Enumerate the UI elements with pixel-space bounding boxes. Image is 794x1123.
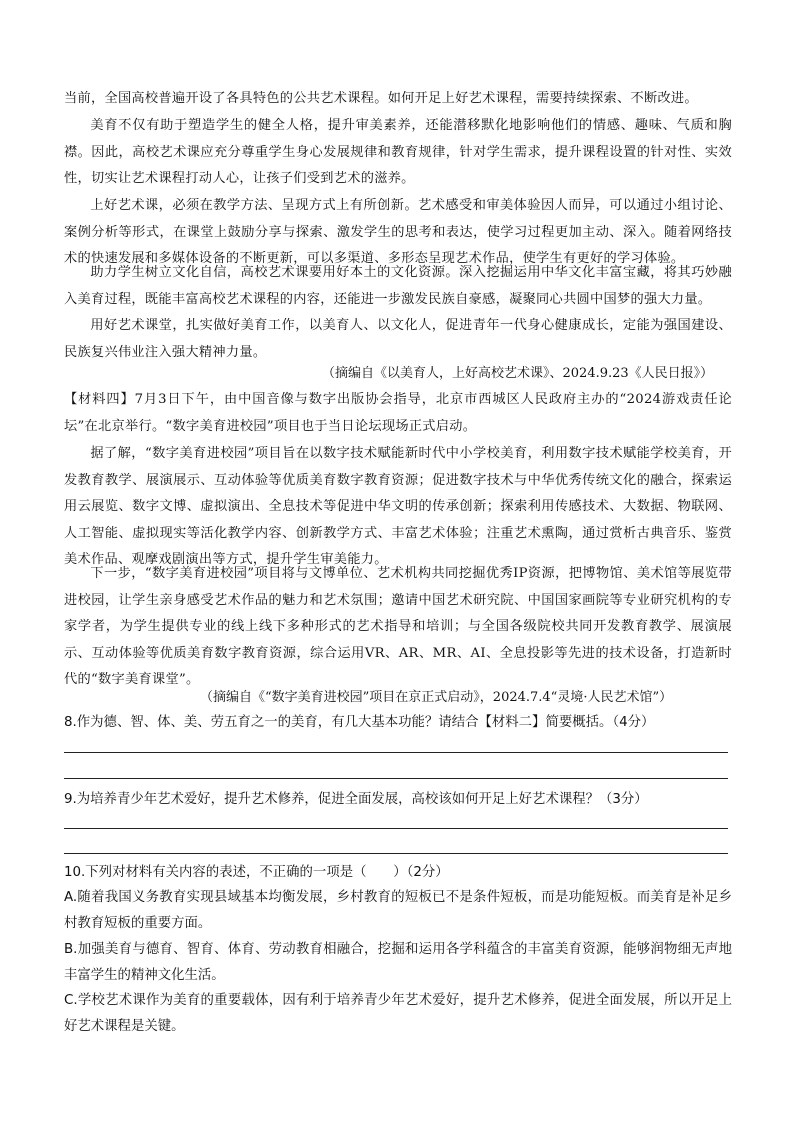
article-paragraph-4: 助力学生树立文化自信，高校艺术课要用好本土的文化资源。深入挖掘运用中华文化丰富宝藏，将其巧妙融入美育过程，既能丰富高校艺术课程的内容，还能进一步激发民族自豪感，凝聚同心共圆中国梦的强大力量。 xyxy=(64,265,732,307)
question-9: 9.为培养青少年艺术爱好，提升艺术修养，促进全面发展，高校该如何开足上好艺术课程？（3分） xyxy=(64,792,648,807)
article-paragraph-3: 上好艺术课，必须在教学方法、呈现方式上有所创新。艺术感受和审美体验因人而异，可以通过小组讨论、案例分析等形式，在课堂上鼓励分享与探索、激发学生的思考和表达，使学习过程更加主动、深入。随着网络技术的快速发展和多媒体设备的不断更新，可以多渠道、多形态呈现艺术作品，使学生有更好的学习体验。 xyxy=(64,198,732,267)
question-10-option-a: A.随着我国义务教育实现县域基本均衡发展，乡村教育的短板已不是条件短板，而是功能短板。而美育是补足乡村教育短板的重要方面。 xyxy=(64,890,732,931)
material4-source: （摘编自《“数字美育进校园”项目在京正式启动》，2024.7.4“灵境·人民艺术馆”） xyxy=(200,690,673,705)
question-10-option-b: B.加强美育与德育、智育、体育、劳动教育相融合，挖掘和运用各学科蕴含的丰富美育资源，能够润物细无声地丰富学生的精神文化生活。 xyxy=(64,942,732,983)
question-10: 10.下列对材料有关内容的表述，不正确的一项是（ ）（2分） xyxy=(64,865,449,880)
answer-line-q8-1[interactable] xyxy=(64,752,728,753)
answer-line-q9-2[interactable] xyxy=(64,853,728,854)
article-paragraph-1: 当前，全国高校普遍开设了各具特色的公共艺术课程。如何开足上好艺术课程，需要持续探索、不断改进。 xyxy=(64,91,698,106)
material4-paragraph-2: 据了解，“数字美育进校园”项目旨在以数字技术赋能新时代中小学校美育，利用数字技术赋能学校美育，开发教育教学、展演展示、互动体验等优质美育数字教育资源；促进数字技术与中华优秀传统文化的融合，探索运用云展览、数字文博、虚拟演出、全息技术等促进中华文明的传承创新；探索利用传感技术、大数据、物联网、人工智能、虚拟现实等活化教学内容、创新教学方式、丰富艺术体验；注重艺术熏陶，通过赏析古典音乐、鉴赏美术作品、观摩戏剧演出等方式，提升学生审美能力。 xyxy=(64,446,732,568)
answer-line-q9-1[interactable] xyxy=(64,828,728,829)
article-source: （摘编自《以美育人，上好高校艺术课》、2024.9.23《人民日报》） xyxy=(322,366,714,381)
answer-line-q8-2[interactable] xyxy=(64,778,728,779)
article-paragraph-5: 用好艺术课堂，扎实做好美育工作，以美育人、以文化人，促进青年一代身心健康成长，定能为强国建设、民族复兴伟业注入强大精神力量。 xyxy=(64,318,732,360)
question-8: 8.作为德、智、体、美、劳五育之一的美育，有几大基本功能？请结合【材料二】简要概括。（4分） xyxy=(64,715,655,730)
material4-paragraph-3: 下一步，“数字美育进校园”项目将与文博单位、艺术机构共同挖掘优秀IP资源，把博物馆、美术馆等展览带进校园，让学生亲身感受艺术作品的魅力和艺术氛围；邀请中国艺术研究院、中国国家画院等专业研究机构的专家学者，为学生提供专业的线上线下多种形式的艺术指导和培训；与全国各级院校共同开发教育教学、展演展示、互动体验等优质美育数字教育资源，综合运用VR、AR、MR、AI、全息投影等先进的技术设备，打造新时代的“数字美育课堂”。 xyxy=(64,566,732,688)
article-paragraph-2: 美育不仅有助于塑造学生的健全人格，提升审美素养，还能潜移默化地影响他们的情感、趣味、气质和胸襟。因此，高校艺术课应充分尊重学生身心发展规律和教育规律，针对学生需求，提升课程设置的针对性、实效性，切实让艺术课程打动人心，让孩子们受到艺术的滋养。 xyxy=(64,118,732,187)
material4-intro: 【材料四】7月3日下午，由中国音像与数字出版协会指导，北京市西城区人民政府主办的“2024游戏责任论坛”在北京举行。“数字美育进校园”项目也于当日论坛现场正式启动。 xyxy=(64,392,732,434)
question-10-option-c: C.学校艺术课作为美育的重要载体，因有利于培养青少年艺术爱好，提升艺术修养，促进全面发展，所以开足上好艺术课程是关键。 xyxy=(64,993,732,1034)
